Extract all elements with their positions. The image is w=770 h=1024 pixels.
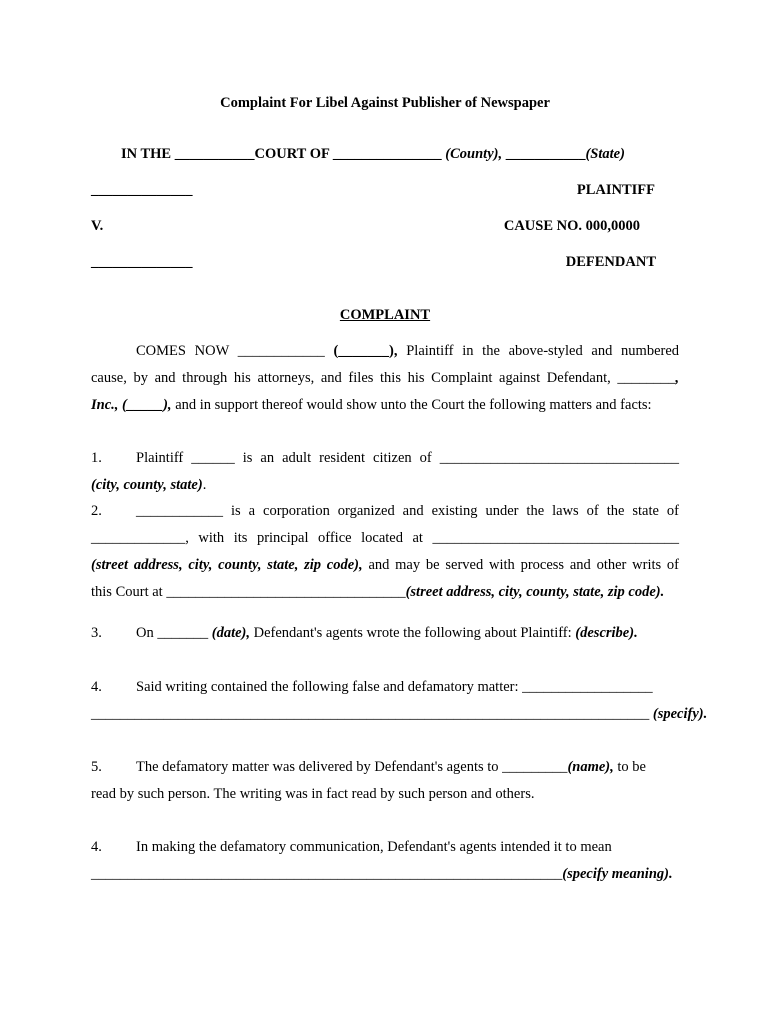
- county-label: (County),: [445, 146, 503, 162]
- cause-number: CAUSE NO. 000,0000: [503, 218, 640, 234]
- state-blank: ___________: [505, 146, 586, 162]
- intro-line-2: cause, by and through his attorneys, and files this his Complaint against Defendant, ________,: [91, 370, 679, 386]
- paragraph-3: 3. On _______ (date), Defendant's agents wrote the following about Plaintiff: (describe).: [91, 625, 638, 641]
- document-title: Complaint For Libel Against Publisher of Newspaper: [220, 95, 550, 111]
- paragraph-1-line-2: (city, county, state).: [91, 477, 207, 493]
- plaintiff-label: PLAINTIFF: [576, 182, 655, 198]
- court-line: IN THE ___________COURT OF _______________: [121, 146, 442, 162]
- paragraph-2-line-3: (street address, city, county, state, zip code), and may be served with process and other writs of: [91, 557, 680, 573]
- paragraph-number: 4.: [91, 679, 102, 695]
- paragraph-1-line-1: 1. Plaintiff ______ is an adult resident citizen of _________________________________: [91, 450, 679, 466]
- paragraph-4-line-2: _____________________________________________________________________________ (specify).: [91, 706, 708, 722]
- paragraph-number: 2.: [91, 503, 102, 519]
- court-caption: [121, 144, 681, 164]
- paragraph-2-line-4: this Court at _________________________________(street address, city, county, state, zip code).: [91, 584, 665, 600]
- state-label: (State): [585, 146, 625, 162]
- defendant-label: DEFENDANT: [565, 254, 656, 270]
- paragraph-5-line-1: 5. The defamatory matter was delivered by Defendant's agents to _________(name), to be: [91, 759, 646, 775]
- paragraph-number: 4.: [91, 839, 102, 855]
- plaintiff-blank: ______________: [91, 182, 193, 198]
- intro-line-3: Inc., (_____), and in support thereof would show unto the Court the following matters and facts:: [91, 397, 652, 413]
- paragraph-2-line-2: _____________, with its principal office located at __________________________________: [91, 530, 679, 546]
- intro-line-1: COMES NOW ____________ (_______), Plaintiff in the above-styled and numbered: [136, 343, 680, 359]
- complaint-heading: COMPLAINT: [339, 307, 431, 323]
- versus-label: V.: [91, 218, 104, 234]
- paragraph-6-line-2: _________________________________________________________________(specify meaning).: [91, 866, 673, 882]
- defendant-blank: ______________: [91, 254, 193, 270]
- paragraph-2-line-1: 2. ____________ is a corporation organized and existing under the laws of the state of: [91, 503, 679, 519]
- paragraph-4-line-1: 4. Said writing contained the following false and defamatory matter: __________________: [91, 679, 653, 695]
- paragraph-5-line-2: read by such person. The writing was in fact read by such person and others.: [91, 786, 535, 802]
- paragraph-6-line-1: 4. In making the defamatory communication, Defendant's agents intended it to mean: [91, 839, 612, 855]
- paragraph-number: 5.: [91, 759, 102, 775]
- paragraph-number: 3.: [91, 625, 102, 641]
- paragraph-number: 1.: [91, 450, 102, 466]
